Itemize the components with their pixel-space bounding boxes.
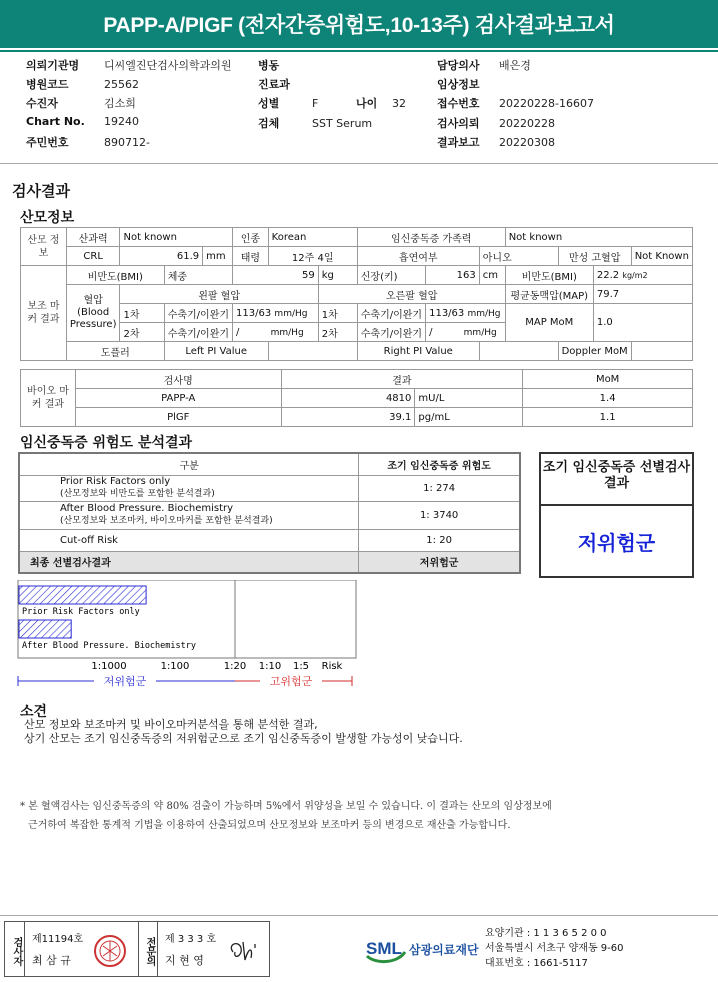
bp-2nd-label: 2차 xyxy=(120,323,164,342)
opinion-line: 상기 산모는 조기 임신중독증의 저위험군으로 조기 임신중독증이 발생할 가능성이 낮습니다. xyxy=(24,732,463,745)
label: 수진자 xyxy=(26,97,58,110)
bmi-unit: kg/m2 xyxy=(622,270,648,280)
left-bp-2: / xyxy=(236,326,240,338)
label: 성별 xyxy=(258,97,280,110)
value: 20220228-16607 xyxy=(499,97,594,110)
bmi-label: 비만도(BMI) xyxy=(66,266,164,285)
specialist-label: 전 문 의 xyxy=(138,922,158,976)
tick-label: 1:100 xyxy=(160,661,190,672)
bio-header-name: 검사명 xyxy=(75,370,281,389)
bp-unit: mm/Hg xyxy=(467,308,501,319)
table-row xyxy=(21,389,693,408)
bp-1st-label: 1차 xyxy=(120,304,164,323)
section-risk: 임신중독증 위험도 분석결과 xyxy=(20,435,193,451)
tick-label: 1:1000 xyxy=(91,661,127,672)
value: 19240 xyxy=(104,115,139,128)
org-tel: 대표번호 : 1661-5117 xyxy=(485,958,588,969)
value: 890712- xyxy=(104,136,150,149)
specialist-name: 지 현 영 xyxy=(165,954,204,967)
org-address: 서울특별시 서초구 양재동 9-60 xyxy=(485,943,624,954)
label: 진료과 xyxy=(258,78,290,91)
height-unit: cm xyxy=(479,266,505,285)
risk-header-value: 조기 임신중독증 위험도 xyxy=(359,453,520,475)
value: SST Serum xyxy=(312,117,373,130)
tick-label: 1:20 xyxy=(223,661,247,672)
family-label: 임신중독증 가족력 xyxy=(357,228,505,247)
crl-value: 61.9 xyxy=(120,247,203,266)
bar-prior-risk xyxy=(19,586,146,604)
bp-unit: mm/Hg xyxy=(463,327,497,338)
left-pi-value xyxy=(268,342,357,361)
bio-mom: 1.1 xyxy=(523,408,693,427)
tick-label: 1:5 xyxy=(292,661,310,672)
bmi-value: 22.2 xyxy=(596,269,620,281)
right-arm-label: 오른팔 혈압 xyxy=(318,285,505,304)
section-maternal: 산모정보 xyxy=(20,210,75,226)
risk-row-label: Prior Risk Factors only xyxy=(60,476,171,487)
risk-row-value: 1: 274 xyxy=(359,475,520,501)
age-label: 나이 xyxy=(356,97,378,110)
marker-group-label: 보조 마커 결과 xyxy=(21,266,67,361)
right-pi-value xyxy=(479,342,558,361)
specialist-license: 제 3 3 3 호 xyxy=(165,934,217,945)
disclaimer-line: * 본 혈액검사는 임신중독증의 약 80% 검출이 가능하며 5%에서 위양성을 보일 수 있습니다. 이 결과는 산모의 임상정보에 xyxy=(20,801,552,812)
label: 병원코드 xyxy=(26,78,69,91)
doppler-mom-label: Doppler MoM xyxy=(558,342,631,361)
value: 25562 xyxy=(104,78,139,91)
maternal-group-label: 산모 정보 xyxy=(21,228,67,266)
examiner-license: 제11194호 xyxy=(32,934,84,945)
bmi2-label: 비만도(BMI) xyxy=(505,266,593,285)
label: 의뢰기관명 xyxy=(26,59,80,72)
crl-unit: mm xyxy=(203,247,233,266)
left-pi-label: Left PI Value xyxy=(164,342,268,361)
table-row xyxy=(19,501,520,529)
right-bp-2: / xyxy=(429,326,433,338)
bp-label: 혈압 (Blood Pressure) xyxy=(66,285,120,342)
bio-name: PAPP-A xyxy=(75,389,281,408)
map-mom-value: 1.0 xyxy=(593,304,692,342)
tick-label: 1:10 xyxy=(258,661,282,672)
bp-unit: mm/Hg xyxy=(270,327,304,338)
biomarker-table xyxy=(20,369,693,427)
bio-mom: 1.4 xyxy=(523,389,693,408)
sml-logo-text: SML xyxy=(366,939,402,958)
risk-box-result: 저위험군 xyxy=(577,530,656,555)
org-code: 요양기관 : 1 1 3 6 5 2 0 0 xyxy=(485,928,607,939)
label: 임상정보 xyxy=(437,78,480,91)
height-value: 163 xyxy=(426,266,480,285)
bio-header-mom: MoM xyxy=(523,370,693,389)
label: Chart No. xyxy=(26,115,85,128)
graph-ticks xyxy=(91,661,342,672)
risk-row-value: 1: 20 xyxy=(359,529,520,551)
label: 담당의사 xyxy=(437,59,480,72)
left-bp-1: 113/63 xyxy=(236,307,272,319)
bp-sd-label: 수축기/이완기 xyxy=(357,323,425,342)
risk-box-title: 조기 임신중독증 선별검사결과 xyxy=(541,454,692,506)
risk-result-box xyxy=(539,452,694,578)
low-risk-label: 저위험군 xyxy=(103,675,147,688)
value: F xyxy=(312,97,319,110)
risk-table xyxy=(18,452,521,574)
race-label: 인종 xyxy=(233,228,269,247)
seal-stamp xyxy=(93,934,129,968)
disclaimer xyxy=(20,797,552,835)
weight-label: 체중 xyxy=(164,266,232,285)
risk-row-label: Cut-off Risk xyxy=(19,529,359,551)
signature xyxy=(223,934,263,966)
examiner-name: 최 삼 규 xyxy=(32,954,71,967)
bio-header-result: 결과 xyxy=(281,370,523,389)
risk-row-sublabel: (산모정보와 비만도를 포함한 분석결과) xyxy=(60,489,215,499)
bp-unit: mm/Hg xyxy=(274,308,308,319)
tick-label: Risk xyxy=(321,661,343,672)
bio-unit: pg/mL xyxy=(415,408,523,427)
table-row xyxy=(19,529,520,551)
header-divider xyxy=(0,50,718,52)
bp-sd-label: 수축기/이완기 xyxy=(164,304,232,323)
risk-row-value: 1: 3740 xyxy=(359,501,520,529)
final-result-label: 최종 선별검사결과 xyxy=(19,551,359,573)
bio-name: PlGF xyxy=(75,408,281,427)
height-label: 신장(키) xyxy=(357,266,425,285)
opinion-text xyxy=(24,718,463,746)
value: 디씨엘진단검사의학과의원 xyxy=(104,59,232,72)
bar-after-label: After Blood Pressure. Biochemistry xyxy=(22,641,196,651)
doppler-mom-value xyxy=(631,342,692,361)
htn-value: Not Known xyxy=(631,247,692,266)
label: 검체 xyxy=(258,117,280,130)
label: 결과보고 xyxy=(437,136,480,149)
sml-logo-icon xyxy=(363,930,409,966)
history-label: 산과력 xyxy=(66,228,120,247)
high-risk-label: 고위험군 xyxy=(269,675,313,688)
right-bp-1: 113/63 xyxy=(429,307,465,319)
ga-value: 12주 4일 xyxy=(268,247,357,266)
weight-value: 59 xyxy=(233,266,319,285)
table-row xyxy=(21,408,693,427)
signature-box xyxy=(4,921,270,977)
bp-sd-label: 수축기/이완기 xyxy=(164,323,232,342)
bp-sd-label: 수축기/이완기 xyxy=(357,304,425,323)
org-name: 삼광의료재단 xyxy=(409,943,479,957)
footer xyxy=(0,915,718,982)
label: 주민번호 xyxy=(26,136,69,149)
age-value: 32 xyxy=(392,97,406,110)
value: 김소희 xyxy=(104,97,136,110)
bio-value: 39.1 xyxy=(281,408,415,427)
opinion-line: 산모 정보와 보조마커 및 바이오마커분석을 통해 분석한 결과, xyxy=(24,718,318,731)
bar-prior-label: Prior Risk Factors only xyxy=(22,607,140,617)
ga-label: 태령 xyxy=(233,247,269,266)
section-opinion: 소견 xyxy=(20,704,48,720)
org-info xyxy=(485,926,624,971)
map-value: 79.7 xyxy=(593,285,692,304)
value: 20220308 xyxy=(499,136,555,149)
doppler-label: 도플러 xyxy=(66,342,164,361)
label: 병동 xyxy=(258,59,280,72)
smoke-value: 아니오 xyxy=(479,247,558,266)
risk-row-sublabel: (산모정보와 보조마커, 바이오마커를 포함한 분석결과) xyxy=(60,516,273,526)
risk-header-category: 구분 xyxy=(19,453,359,475)
label: 접수번호 xyxy=(437,97,480,110)
smoke-label: 흡연여부 xyxy=(357,247,479,266)
left-arm-label: 왼팔 혈압 xyxy=(120,285,318,304)
maternal-table xyxy=(20,227,693,361)
report-title: PAPP-A/PIGF (전자간증위험도,10-13주) 검사결과보고서 xyxy=(0,0,718,48)
bio-value: 4810 xyxy=(281,389,415,408)
risk-graph xyxy=(14,580,359,690)
weight-unit: kg xyxy=(318,266,357,285)
family-value: Not known xyxy=(505,228,692,247)
map-label: 평균동맥압(MAP) xyxy=(505,285,593,304)
final-result-value: 저위험군 xyxy=(359,551,520,573)
value: 20220228 xyxy=(499,117,555,130)
bp-2nd-label: 2차 xyxy=(318,323,357,342)
divider xyxy=(0,163,718,164)
value: 배은경 xyxy=(499,59,531,72)
section-results: 검사결과 xyxy=(12,182,70,200)
risk-row-label: After Blood Pressure. Biochemistry xyxy=(60,503,234,514)
crl-label: CRL xyxy=(66,247,120,266)
right-pi-label: Right PI Value xyxy=(357,342,479,361)
bp-1st-label: 1차 xyxy=(318,304,357,323)
bio-unit: mU/L xyxy=(415,389,523,408)
label: 검사의뢰 xyxy=(437,117,480,130)
table-row xyxy=(19,475,520,501)
bar-after-bp xyxy=(19,620,71,638)
examiner-label: 검 사 자 xyxy=(5,922,25,976)
map-mom-label: MAP MoM xyxy=(505,304,593,342)
disclaimer-line: 근거하여 복잡한 통계적 기법을 이용하여 산출되었으며 산모정보와 보조마커 등의 변경으로 재산출 가능합니다. xyxy=(28,820,511,831)
bio-group-label: 바이오 마커 결과 xyxy=(21,370,76,427)
race-value: Korean xyxy=(268,228,357,247)
history-value: Not known xyxy=(120,228,233,247)
htn-label: 만성 고혈압 xyxy=(558,247,631,266)
